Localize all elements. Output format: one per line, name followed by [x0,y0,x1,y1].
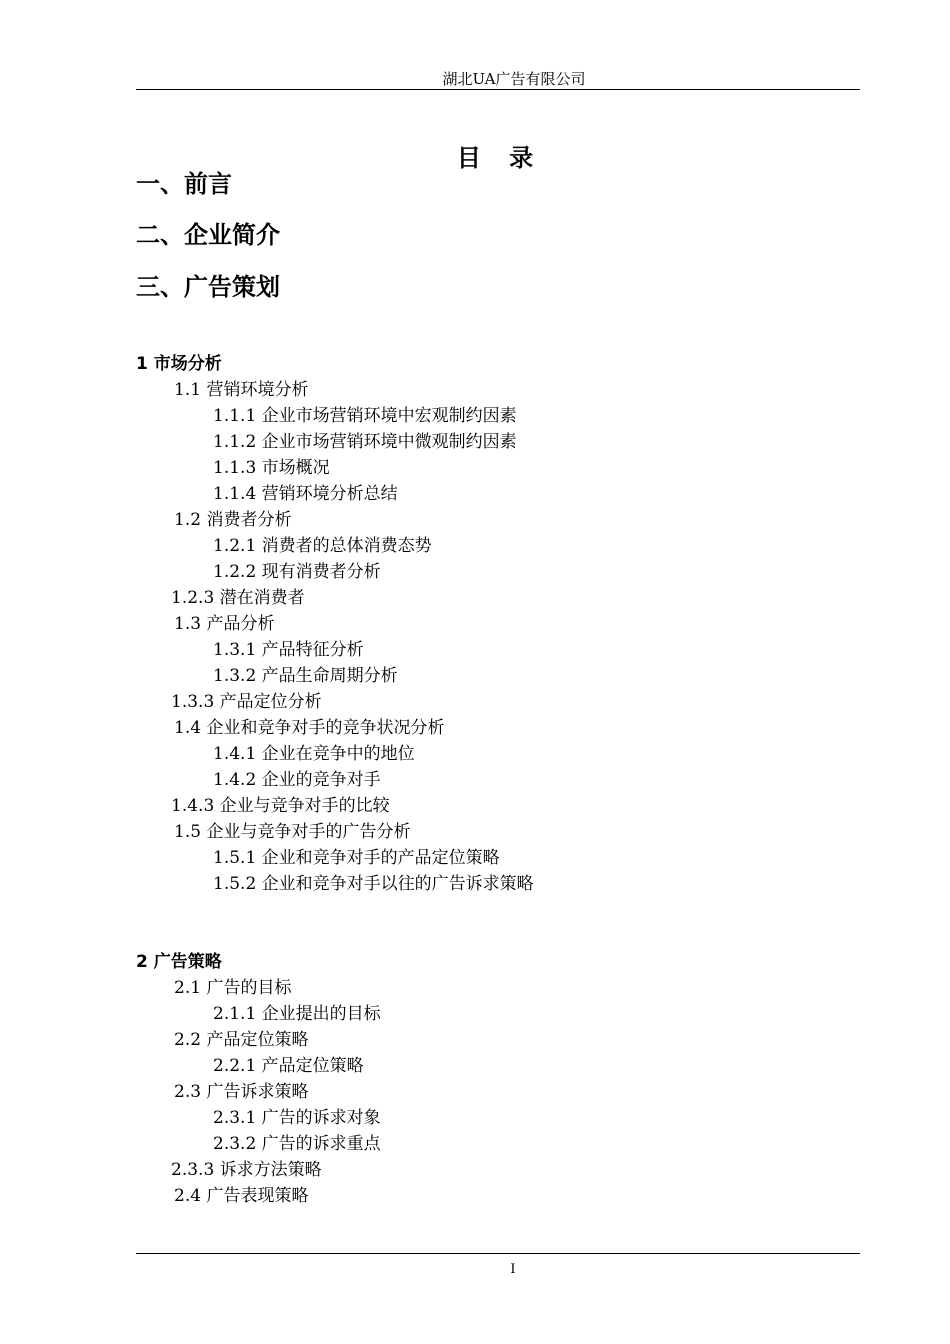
toc-entry: 1.3.2 产品生命周期分析 [213,666,398,686]
toc-entry: 1.3.3 产品定位分析 [171,692,322,712]
toc-chapter-ad-planning: 三、广告策划 [136,273,280,301]
toc-entry: 2.3 广告诉求策略 [174,1082,309,1102]
toc-entry: 1.1.4 营销环境分析总结 [213,484,398,504]
toc-entry: 1.1 营销环境分析 [174,380,309,400]
toc-entry: 1.5 企业与竞争对手的广告分析 [174,822,411,842]
toc-entry: 2.2 产品定位策略 [174,1030,309,1050]
toc-entry: 1.2 消费者分析 [174,510,292,530]
toc-entry: 2.1 广告的目标 [174,978,292,998]
toc-chapter-company-intro: 二、企业简介 [136,221,280,249]
toc-entry: 1.5.2 企业和竞争对手以往的广告诉求策略 [213,874,534,894]
toc-section-market-analysis: 1 市场分析 [136,354,222,374]
page-header-company: 湖北UA广告有限公司 [442,70,586,88]
toc-entry: 2.3.3 诉求方法策略 [171,1160,322,1180]
toc-chapter-preface: 一、前言 [136,170,232,198]
toc-entry: 1.2.1 消费者的总体消费态势 [213,536,432,556]
toc-entry: 1.4.2 企业的竞争对手 [213,770,381,790]
toc-entry: 1.2.3 潜在消费者 [171,588,305,608]
toc-entry: 1.2.2 现有消费者分析 [213,562,381,582]
toc-entry: 1.4.1 企业在竞争中的地位 [213,744,415,764]
toc-entry: 2.1.1 企业提出的目标 [213,1004,381,1024]
toc-entry: 2.3.2 广告的诉求重点 [213,1134,381,1154]
toc-entry: 2.4 广告表现策略 [174,1186,309,1206]
header-rule [136,89,860,90]
toc-entry: 1.5.1 企业和竞争对手的产品定位策略 [213,848,500,868]
toc-entry: 1.3 产品分析 [174,614,275,634]
footer-rule [136,1253,860,1254]
toc-entry: 1.4.3 企业与竞争对手的比较 [171,796,390,816]
toc-entry: 2.3.1 广告的诉求对象 [213,1108,381,1128]
toc-entry: 1.4 企业和竞争对手的竞争状况分析 [174,718,445,738]
toc-title: 目 录 [456,144,544,172]
toc-entry: 1.1.3 市场概况 [213,458,330,478]
toc-section-ad-strategy: 2 广告策略 [136,952,222,972]
toc-entry: 1.1.1 企业市场营销环境中宏观制约因素 [213,406,517,426]
toc-entry: 2.2.1 产品定位策略 [213,1056,364,1076]
page-number: I [510,1262,516,1277]
toc-entry: 1.3.1 产品特征分析 [213,640,364,660]
toc-entry: 1.1.2 企业市场营销环境中微观制约因素 [213,432,517,452]
